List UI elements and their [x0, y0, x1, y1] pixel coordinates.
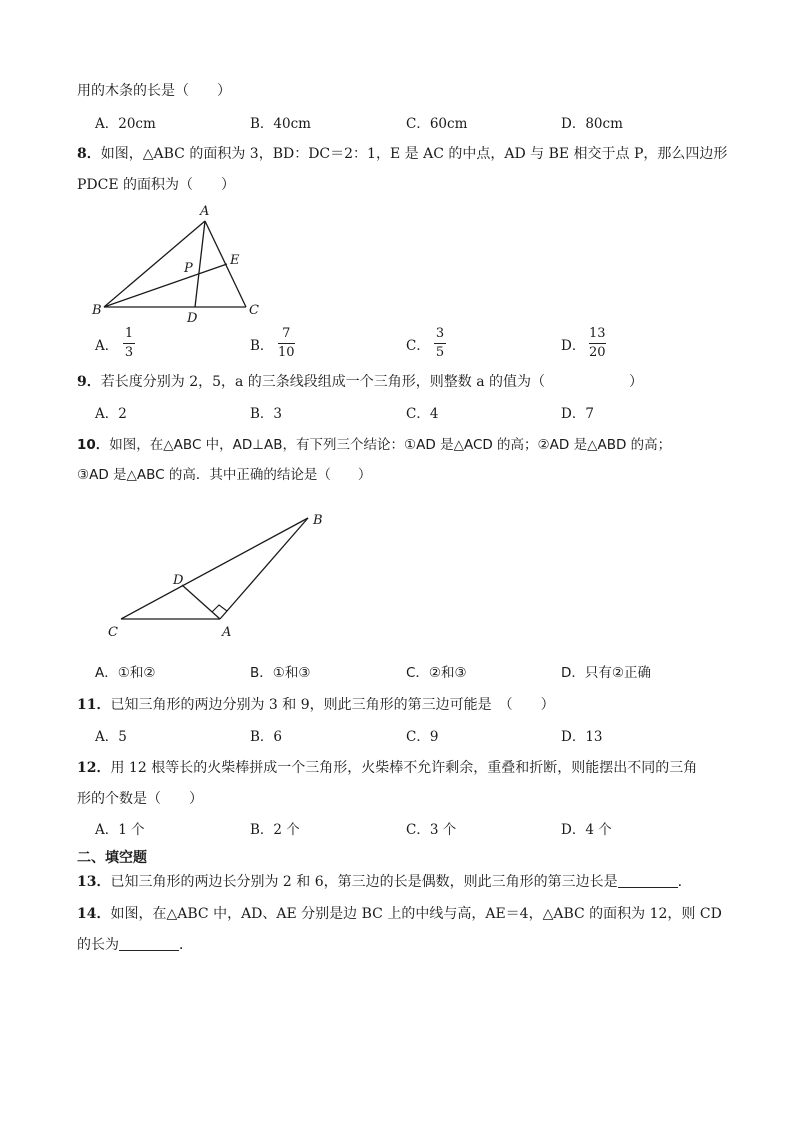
q14-stem-line1	[77, 905, 722, 923]
q8-option-a-denominator: 3	[124, 345, 134, 360]
q8-option-c-letter: C．	[406, 338, 430, 354]
q11-text: 已知三角形的两边分别为 3 和 9，则此三角形的第三边可能是 （ ）	[110, 697, 555, 713]
q8-label-b: B	[92, 303, 102, 318]
q8-option-d-letter: D．	[561, 338, 586, 354]
q13-end: .	[677, 874, 683, 890]
q14-text-1: 如图，在△ABC 中，AD、AE 分别是边 BC 上的中线与高，AE＝4，△ABC 的面积为 12，则 CD	[110, 906, 722, 922]
q14-text-2: 的长为	[77, 937, 119, 953]
q8-option-d[interactable]	[561, 326, 606, 360]
q10-option-a[interactable]: A．①和②	[95, 665, 156, 681]
q8-option-a-letter: A．	[95, 338, 119, 354]
q8-number: 8．	[77, 146, 101, 162]
q7-option-b[interactable]: B．40cm	[250, 116, 311, 132]
q8-option-c-denominator: 5	[435, 345, 445, 360]
q8-option-d-fraction	[589, 327, 606, 360]
q8-option-a[interactable]	[95, 326, 134, 360]
q10-option-c[interactable]: C．②和③	[406, 665, 467, 681]
q14-end: ．	[179, 937, 193, 953]
q8-option-c-numerator: 3	[435, 326, 445, 341]
q8-option-a-numerator: 1	[124, 326, 134, 341]
q11-option-b[interactable]: B．6	[250, 729, 283, 745]
q8-label-p: P	[184, 261, 193, 276]
q8-option-c-fraction	[434, 327, 446, 360]
q12-text-1: 用 12 根等长的火柴棒拼成一个三角形，火柴棒不允许剩余，重叠和折断，则能摆出不同的三角	[110, 760, 698, 776]
q8-stem-line1	[77, 145, 727, 163]
q9-option-a[interactable]: A．2	[95, 406, 127, 422]
q8-option-a-fraction	[123, 327, 135, 360]
q7-option-c[interactable]: C．60cm	[406, 116, 468, 132]
q8-stem-line2: PDCE 的面积为（ ）	[77, 177, 236, 193]
q9-option-c[interactable]: C．4	[406, 406, 439, 422]
q12-option-c[interactable]: C．3 个	[406, 822, 457, 838]
q10-label-d: D	[173, 573, 184, 588]
q10-option-d[interactable]: D．只有②正确	[561, 665, 651, 681]
q7-option-a[interactable]: A．20cm	[95, 116, 156, 132]
q11-number: 11．	[77, 697, 111, 713]
q10-label-a: A	[222, 625, 232, 640]
q12-option-a[interactable]: A．1 个	[95, 822, 145, 838]
q13-number: 13．	[77, 874, 111, 890]
q8-triangle-figure	[88, 198, 268, 326]
q8-label-c: C	[249, 303, 259, 318]
q11-option-d[interactable]: D．13	[561, 729, 603, 745]
q11-option-c[interactable]: C．9	[406, 729, 439, 745]
q9-text: 若长度分别为 2，5，a 的三条线段组成一个三角形，则整数 a 的值为（ ）	[100, 374, 644, 390]
q8-option-b-numerator: 7	[282, 326, 291, 341]
q10-label-c: C	[108, 625, 118, 640]
q9-stem	[77, 373, 643, 391]
q12-stem-line2: 形的个数是（ ）	[77, 791, 203, 807]
q10-label-b: B	[313, 513, 323, 528]
q10-stem-line2: ③AD 是△ABC 的高．其中正确的结论是（ ）	[77, 467, 372, 483]
q8-option-d-numerator: 13	[589, 326, 606, 341]
q8-label-e: E	[230, 253, 240, 268]
q8-option-b-denominator: 10	[278, 345, 295, 360]
q10-number: 10．	[77, 437, 110, 453]
q14-stem-line2	[77, 936, 193, 954]
q12-stem-line1	[77, 759, 697, 777]
q14-number: 14．	[77, 906, 111, 922]
q8-label-a: A	[200, 204, 210, 219]
section-heading-fill-in: 二、填空题	[77, 850, 147, 866]
q12-number: 12．	[77, 760, 111, 776]
q11-stem	[77, 696, 555, 714]
q8-text-1: 如图，△ABC 的面积为 3，BD：DC＝2：1，E 是 AC 的中点，AD 与 BE 相交于点 P，那么四边形	[100, 146, 728, 162]
q10-option-b[interactable]: B．①和③	[250, 665, 311, 681]
prev-question-text: 用的木条的长是（ ）	[77, 83, 231, 99]
q8-option-b[interactable]	[250, 326, 295, 360]
q13-stem	[77, 873, 682, 891]
q9-option-b[interactable]: B．3	[250, 406, 283, 422]
q9-number: 9．	[77, 374, 101, 390]
q8-option-c[interactable]	[406, 326, 445, 360]
q10-text-1: 如图，在△ABC 中，AD⊥AB，有下列三个结论：①AD 是△ACD 的高；②AD 是△ABD 的高；	[109, 437, 672, 453]
q13-answer-blank[interactable]	[618, 873, 678, 888]
q8-option-b-fraction	[278, 327, 295, 360]
q8-option-d-denominator: 20	[589, 345, 606, 360]
q11-option-a[interactable]: A．5	[95, 729, 127, 745]
q8-label-d: D	[187, 311, 198, 326]
q7-option-d[interactable]: D．80cm	[561, 116, 623, 132]
q8-option-b-letter: B．	[250, 338, 274, 354]
q12-option-d[interactable]: D．4 个	[561, 822, 612, 838]
q10-triangle-figure	[100, 505, 330, 645]
q9-option-d[interactable]: D．7	[561, 406, 594, 422]
q13-text: 已知三角形的两边长分别为 2 和 6，第三边的长是偶数，则此三角形的第三边长是	[110, 874, 618, 890]
q14-answer-blank[interactable]	[119, 936, 179, 951]
q10-stem-line1	[77, 436, 671, 454]
q12-option-b[interactable]: B．2 个	[250, 822, 300, 838]
